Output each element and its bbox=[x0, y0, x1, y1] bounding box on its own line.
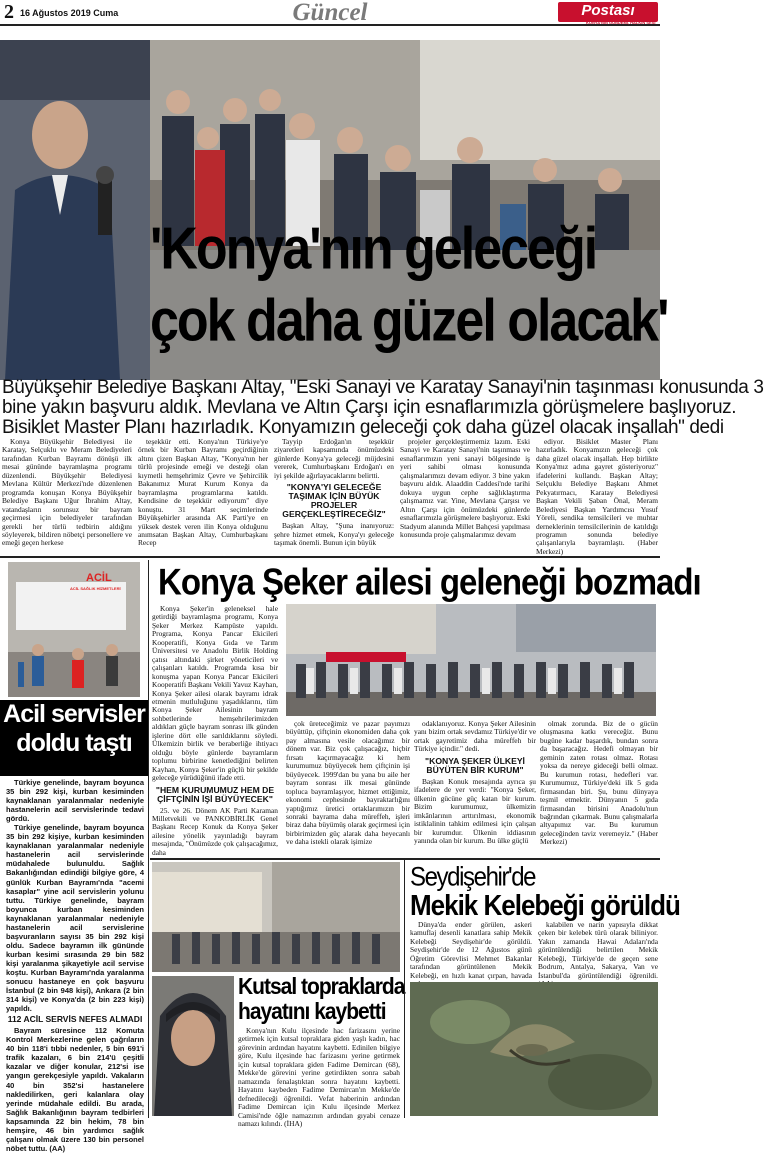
ambulance-illustration bbox=[8, 562, 140, 697]
acil-badge-sub: ACİL SAĞLIK HİZMETLERİ bbox=[70, 586, 121, 591]
lead-headline-line1: 'Konya'nın geleceği bbox=[150, 215, 597, 283]
lead-col-3-text: Tayyip Erdoğan'ın teşekkür ziyaretleri kapsamında önümüzdeki günlerde Konya'ya geleceği müjdesini vererek, Cumhurbaşkanı Erdoğan'ı en iyi şekilde ağırlayacaklarını belirtti. bbox=[274, 437, 394, 480]
section-divider bbox=[0, 556, 660, 558]
ambulance-photo bbox=[8, 562, 140, 697]
moth-illustration bbox=[410, 982, 658, 1116]
lead-subhead: "KONYA'YI GELECEĞE TAŞIMAK İÇİN BÜYÜK PROJELER GERÇEKLEŞTİRECEĞİZ" bbox=[282, 482, 386, 520]
acil-body bbox=[6, 778, 144, 1153]
lead-col-4 bbox=[400, 438, 530, 554]
issue-date: 16 Ağustos 2019 Cuma bbox=[20, 8, 119, 18]
mekik-col-2-text: kalabilen ve narin yapısıyla dikkat çeken bir kelebek türü olarak biliniyor. Yakın zamanda Hawai Adaları'nda görüntülendiği belirtilen Mekik Kelebeği, Türkiye'de de geçen sene Bodrum, Antalya, Sakarya, Van ve İstanbul'da görüntülendiği öğrenildi. bbox=[538, 920, 658, 980]
lead-deck-line2: bine yakın başvuru aldık. Mevlana ve Altın Çarşı için esnaflarımızla görüşmelere başlıyoruz. bbox=[2, 397, 737, 418]
elderly-woman-illustration bbox=[152, 976, 234, 1116]
lead-headline-line2: çok daha güzel olacak' bbox=[150, 287, 668, 355]
lead-col-4-text: projeler gerçekleştirmemiz lazım. Eski Sanayi ve Karatay Sanayi'nin taşınması ve esnaflarımızın yeni sanayi bölgesinde iş yeri sahibi olması konusunda çalışmalarımızı devam ediyor. 3 bine yakın başvuru aldık. Alaaddin Caddesi'nde tarihi dokuya uygun cephe sağlıklaştırma çalışmamız var. Yine, Mevlana Çarşısı ve Altın Çarşı için önümüzdeki günlerde esnaflarımızla görüşmelere başlıyoruz. Eski Stadyum alanında Millet Bahçesi yapılması konusunda proje çalışmalarımız devam bbox=[400, 437, 530, 539]
acil-headline-line1: Acil servisler bbox=[3, 700, 145, 728]
kutsal-body bbox=[238, 1026, 400, 1128]
seker-col-1b-text: 25. ve 26. Dönem AK Parti Karaman Milletvekili ve PANKOBİRLİK Genel Başkanı Recep Konuk da Konya Şeker ailesine yönelik yayınladığı bayram mesajında, "Önümüzde çok çalışacağımız, daha bbox=[152, 805, 278, 857]
city-photo bbox=[152, 862, 400, 972]
lead-col-1 bbox=[2, 438, 132, 554]
kutsal-headline-line2: hayatını kaybetti bbox=[238, 998, 386, 1025]
mekik-headline-line1: Seydişehir'de bbox=[410, 862, 536, 893]
acil-p3: Bayram süresince 112 Komuta Kontrol Merkezlerine gelen çağrıların 40 bin 118'i tıbbi nedenler, 5 bin 691'i trafik kazaları, 6 bin 214'ü çeşitli kazalar ve diğer konular, 212'si ise yangın gerekçesiyle yapıldı. Vakaların 40 bin 352'si hastanelere nakledilirken, geri kalanlara olay yerinde müdahale edildi. Bu arada, Sağlık Bakanlığının bayram tedbirleri kapsamında 22 bin hekim, 78 bin hemşire, 46 bin yardımcı sağlık çalışanı olmak üzere 130 bin personel nöbet tuttu. (AA) bbox=[6, 1026, 144, 1153]
moth-photo bbox=[410, 982, 658, 1116]
seker-subhead-2: "KONYA ŞEKER ÜLKEYİ BÜYÜTEN BİR KURUM" bbox=[425, 755, 525, 775]
lead-col-5 bbox=[536, 438, 658, 554]
mekik-col-2 bbox=[538, 921, 658, 981]
seker-col-3 bbox=[414, 720, 536, 856]
page-number: 2 bbox=[4, 1, 14, 23]
lead-col-3b-text: Başkan Altay, "Şuna inanıyoruz: şehre hizmet etmek, Konya'yı geleceğe taşımak önemli. Bunun için büyük bbox=[274, 521, 394, 548]
kutsal-text: Konya'nın Kulu ilçesinde hac farizasını yerine getirmek için kutsal topraklara giden yaşlı kadın, hac görevinin ardından hayatını kaybetti. Edinilen bilgiye göre, Kulu ilçesinde hac farizasını yerine getirmek için kutsal topraklara giden Fadime Demircan (68), Mekke'de görevini yerine getirdikten sonra sabah namazında fenalaştıktan sonra hayatını kaybetti. Hayatını kaybeden Fadime Demircan'ın Mekke'de defnedileceği öğrenildi. Vefat haberinin ardından Fadime Demircan için Kulu ilçesinde Merkez Camisi'nde öğle namazının ardından gıyabi cenaze namazı kılındı. (İHA) bbox=[238, 1026, 400, 1128]
lead-col-5-text: ediyor. Bisiklet Master Planı hazırladık. Konyamızın geleceği çok daha güzel olacak inşallah. Hep birlikte Konya'mız adına gayret gösteriyoruz" ifadelerini kullandı. Başkan Altay; Selçuklu Belediye Başkanı Ahmet Pekyatırmacı, Karatay Belediyesi Başkan Vekili Şaban Önal, Meram Belediyesi Başkan Yardımcısı Yusuf Yöreli, sendika temsilcileri ve muhtar derneklerinin temsilcilerinin de katıldığı programın sonunda belediye çalışanlarıyla bayramlaştı. (Haber Merkezi) bbox=[536, 437, 658, 556]
lead-deck-line3: Bisiklet Master Planı hazırladık. Konyamızın geleceği çok daha güzel olacak inşallah" dedi bbox=[2, 417, 724, 438]
kutsal-headline-line1: Kutsal topraklarda bbox=[238, 973, 405, 1000]
acil-subhead: 112 ACİL SERVİS NEFES ALMADI bbox=[7, 1014, 143, 1025]
portrait-photo bbox=[152, 976, 234, 1116]
mekik-col-1-text: Dünya'da ender görülen, askeri kamuflaj desenli kanatlara sahip Mekik Kelebeği Seydişehir'de görüldü. Seydişehir'de de 12 Ağustos günü Öğretim Görevlisi Mehmet Bakanlar tarafından görüntülenen Mekik Kelebeği, en hızlı kanat çırpan, havada bbox=[410, 920, 532, 980]
column-divider-2 bbox=[404, 860, 405, 1118]
mekik-headline-line2: Mekik Kelebeği görüldü bbox=[410, 888, 680, 922]
seker-col-4 bbox=[540, 720, 658, 856]
seker-col-2-text: çok üreteceğimiz ve pazar payımızı büyüttüp, çiftçinin ekonomiden daha çok pay almasına vesile olacağımız bir dönem var. Biz çok çalışacağız, hiçbir fırsatı kaçırmayacağız ki hem kurumumuz büyüyecek hem çiftçinin işi büyüyecek. 1999'dan bu yana bu aile her bayram sonrası ilk mesai gününde topluca bayramlaşıyor, hizmet ettiğimiz, ekonomi cephesinde bayraktarlığını yaptığımız üretici ortaklarımızın bir sonraki bayrama daha müreffeh, işleri biraz daha büyümüş olarak geçirmesi için birbirimizden güç alarak daha heyecanlı ve daha istekli olarak işimize bbox=[286, 719, 410, 847]
seker-group-illustration bbox=[286, 604, 656, 716]
seker-photo bbox=[286, 604, 656, 716]
seker-subhead-1: "HEM KURUMUMUZ HEM DE ÇİFTÇİNİN İŞİ BÜYÜYECEK" bbox=[155, 784, 275, 804]
seker-col-2 bbox=[286, 720, 410, 856]
acil-headline bbox=[0, 700, 148, 776]
lead-col-2 bbox=[138, 438, 268, 554]
seker-col-3-text: odaklanıyoruz. Konya Şeker Ailesinin yanı bizim ortak sevdamız Türkiye'dir ve ortak gayretimiz daha müreffeh bir Türkiye içindir." dedi. bbox=[414, 719, 536, 754]
lead-col-3 bbox=[274, 438, 394, 554]
acil-badge: ACİL bbox=[86, 572, 112, 584]
mekik-col-1 bbox=[410, 921, 532, 981]
logo-tagline: KONYA'NIN GÜNDEMİ, HALKIN SESİ bbox=[586, 20, 656, 25]
seker-col-4-text: olmak zorunda. Biz de o gücün oluşmasına katkı vereceğiz. Bunu bugüne kadar başardık, bundan sonra da başaracağız. Hedefi olmayan bir geminin zaten rotası olmaz. Rotası yoksa da nereye gideceği belli olmaz. Bu kurumun rotası, hedefleri var. Kurumumuz, Türkiye'deki ilk 5 gıda firmasından biri. Şu, bunu dünyaya teşmil etmektir. Dünyanın 5 gıda firmasından birisini Anadolu'nun bağrından çıkarmak. Bunu çalışmalarla altyapımız var. Bu kurumun geleceğinden taviz veremeyiz." (Haber Merkezi) bbox=[540, 719, 658, 847]
newspaper-logo: Postası bbox=[558, 2, 658, 22]
city-crowd-illustration bbox=[152, 862, 400, 972]
lead-deck-line1: Büyükşehir Belediye Başkanı Altay, "Eski Sanayi ve Karatay Sanayi'nin taşınması konusunda 3 bbox=[2, 377, 764, 398]
seker-col-1 bbox=[152, 605, 278, 855]
seker-headline: Konya Şeker ailesi geleneği bozmadı bbox=[158, 561, 701, 603]
lead-col-2-text: teşekkür etti. Konya'nın Türkiye'ye örnek bir Kurban Bayramı geçirdiğinin altını çizen Başkan Altay, "Konya'nın her türlü projesinde emeği ve desteği olan kıymetli hemşehrimiz Çevre ve Şehircilik Bakanımız Murat Kurum Konya da bayramlaşma programlarına katıldı. Kendisine de teşekkür ediyorum" diye konuştu. 31 Mart seçimlerinde Büyükşehirler arasında AK Parti'ye en yüksek destek veren ilin Konya olduğunu anımsatan Başkan Altay, Cumhurbaşkanı Recep bbox=[138, 437, 268, 548]
column-divider bbox=[148, 560, 149, 1118]
section-title: Güncel bbox=[292, 0, 368, 26]
acil-p2: Türkiye genelinde, bayram boyunca 35 bin 292 kişiye, kurban kesiminden kaynaklanan yaralanmalar nedeniyle hastanelerin acil servislerinde müdahalede bulunuldu. Sağlık Bakanlığından edindiği bilgiye göre, 4 günlük Kurban Bayramı'nda "acemi kasaplar" yine acil servislerin yolunu tuttu. Türkiye genelinde, bayram boyunca kurban kesiminden kaynaklanan yaralanmalar nedeniyle hastanelerin acil servislerine başvuranların sayısı 35 bin 292 kişi oldu. Sadece bayramın ilk gününde kurban kesimi sırasında 29 bin 582 kişi yaralanma şikayetiyle acil servise koştu. Kurban Bayramı'nda yaralanma sonucu hastaneye en çok başvuru İstanbul (2 bin 948 kişi), Ankara (2 bin 314 kişi) ve Konya'da (2 bin 223 kişi) yapıldı. bbox=[6, 823, 144, 1014]
seker-col-3b-text: Başkan Konuk mesajında ayrıca şu ifadelere de yer verdi: "Konya Şeker, ülkenin gücüne güç katan bir kurum. Bizim kurumumuz, ülkemizin imkânlarının arttırılması, ekonomik istiklalinin tahkim edilmesi için çalışan bir kurumdur. Ülkenin iddiasının yanında olan bir kurum. Bu ülke güçlü bbox=[414, 776, 536, 845]
acil-headline-line2: doldu taştı bbox=[16, 729, 132, 757]
lead-col-1-text: Konya Büyükşehir Belediyesi ile Karatay, Selçuklu ve Meram Belediyeleri tarafından Kurban Bayramı dönüşü ilk mesai gününde bayramlaşma programı düzenlendi. Büyükşehir Belediyesi Mevlana Kültür Merkezi'nde düzenlenen programda konuşan Konya Büyükşehir Belediye Başkanı Uğur İbrahim Altay, vatandaşların sorunsuz bir bayram geçirmesi için belediyeler tarafından gerekli her türlü tedbirin aldığını söyleyerek, bildiren nöbetçi personellere ve emeği geçen herkese bbox=[2, 437, 132, 548]
seker-col-1-text: Konya Şeker'in geleneksel hale getirdiği bayramlaşma programı, Konya Şeker Merkez Kampüste yapıldı. Programa, Konya Pancar Ekicileri Kooperatifi, Konya Gıda ve Tarım Üniversitesi ve Anadolu Birlik Holding çatısı altındaki şirket yöneticileri ve çalışanları katıldı. Programda kısa bir konuşma yapan Konya Pancar Ekicileri Kooperatifi Başkanı Vekili Yavuz Kayhan, Konya Şeker ailesi olarak bayramı idrak etmenin mutluluğunu yaşadıklarını, tüm Konya Şeker Ailesinin bayram sohbetlerinde hemşehrilerimizden aldıkları güçle bayram sonrası ilk günden işlerine dört elle sarıldıklarını söyledi. Ülkemizin birlik ve beraberliğe ihtiyacı olduğu böyle günlerde bayramların toplumu birbirine kenetlediğini belirten Kayhan, Konya Şeker'in güçlü bir şekilde geleceğe yürüdüğünü ifade etti. bbox=[152, 604, 278, 783]
acil-p1: Türkiye genelinde, bayram boyunca 35 bin 292 kişi, kurban kesiminden kaynaklanan yaralanmalar nedeniyle hastanelerin acil servislerinde tedavi gördü. bbox=[6, 778, 144, 824]
section-divider-2 bbox=[150, 858, 660, 860]
